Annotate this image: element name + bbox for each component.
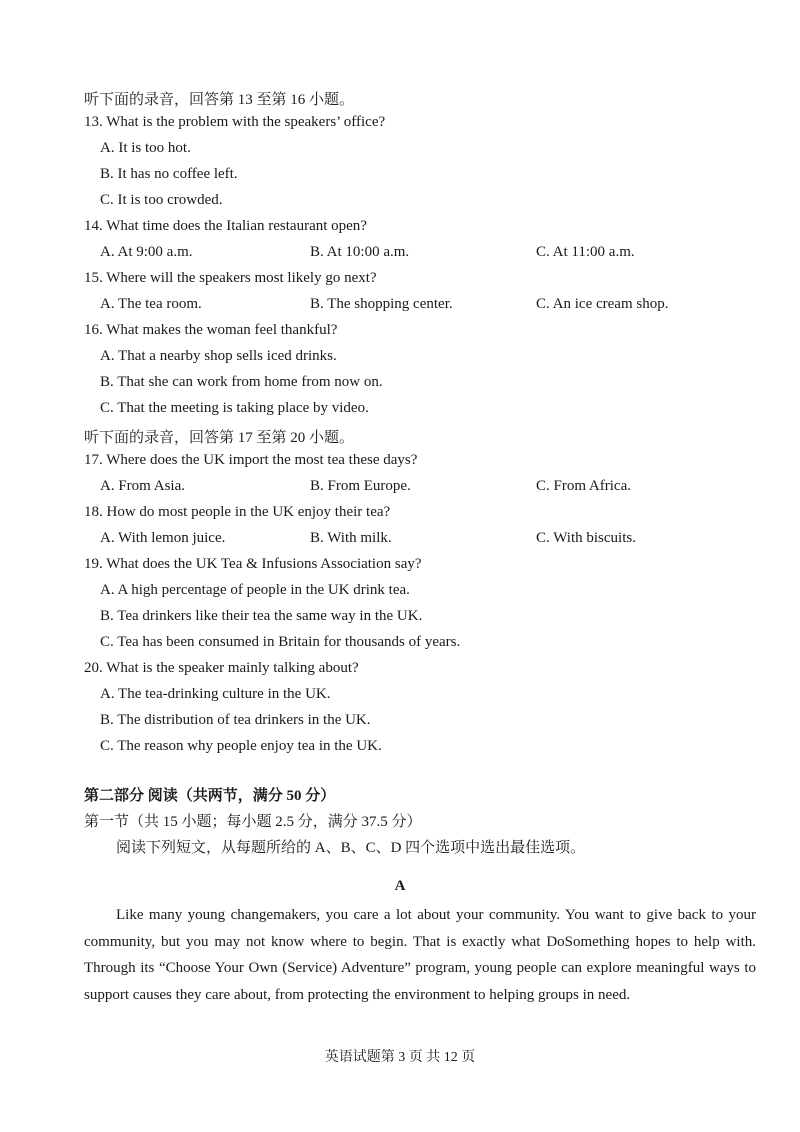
- question-17-option-c: C. From Africa.: [536, 478, 631, 494]
- question-19-stem: 19. What does the UK Tea & Infusions Association say?: [84, 556, 422, 572]
- question-16-option-c: C. That the meeting is taking place by video.: [100, 400, 369, 416]
- part-title: 第二部分 阅读（共两节，满分 50 分）: [84, 788, 336, 804]
- passage-letter: A: [394, 878, 406, 894]
- question-18-option-a: A. With lemon juice.: [100, 530, 226, 546]
- section-instruction-17-20: 听下面的录音，回答第 17 至第 20 小题。: [84, 430, 355, 446]
- question-15-option-c: C. An ice cream shop.: [536, 296, 669, 312]
- question-16-option-a: A. That a nearby shop sells iced drinks.: [100, 348, 337, 364]
- question-18-stem: 18. How do most people in the UK enjoy their tea?: [84, 504, 391, 520]
- question-20-option-a: A. The tea-drinking culture in the UK.: [100, 686, 331, 702]
- question-13-stem: 13. What is the problem with the speakers’ office?: [84, 114, 386, 130]
- question-13-option-a: A. It is too hot.: [100, 140, 191, 156]
- question-15-stem: 15. Where will the speakers most likely go next?: [84, 270, 377, 286]
- subsection-title: 第一节（共 15 小题；每小题 2.5 分，满分 37.5 分）: [84, 814, 422, 830]
- page-footer: 英语试题第 3 页 共 12 页: [324, 1050, 476, 1065]
- question-14-option-a: A. At 9:00 a.m.: [100, 244, 193, 260]
- question-20-option-c: C. The reason why people enjoy tea in the UK.: [100, 738, 382, 754]
- question-14-option-c: C. At 11:00 a.m.: [536, 244, 635, 260]
- question-16-stem: 16. What makes the woman feel thankful?: [84, 322, 338, 338]
- question-15-option-a: A. The tea room.: [100, 296, 202, 312]
- question-18-option-b: B. With milk.: [310, 530, 392, 546]
- question-16-option-b: B. That she can work from home from now on.: [100, 374, 383, 390]
- question-15-option-b: B. The shopping center.: [310, 296, 453, 312]
- question-20-option-b: B. The distribution of tea drinkers in the UK.: [100, 712, 371, 728]
- question-17-option-a: A. From Asia.: [100, 478, 186, 494]
- question-14-stem: 14. What time does the Italian restaurant open?: [84, 218, 367, 234]
- question-19-option-b: B. Tea drinkers like their tea the same way in the UK.: [100, 608, 423, 624]
- question-19-option-c: C. Tea has been consumed in Britain for thousands of years.: [100, 634, 461, 650]
- question-20-stem: 20. What is the speaker mainly talking about?: [84, 660, 359, 676]
- section-instruction-13-16: 听下面的录音，回答第 13 至第 16 小题。: [84, 92, 355, 108]
- question-19-option-a: A. A high percentage of people in the UK drink tea.: [100, 582, 410, 598]
- question-13-option-c: C. It is too crowded.: [100, 192, 223, 208]
- question-13-option-b: B. It has no coffee left.: [100, 166, 238, 182]
- question-18-option-c: C. With biscuits.: [536, 530, 636, 546]
- reading-instruction: 阅读下列短文，从每题所给的 A、B、C、D 四个选项中选出最佳选项。: [116, 840, 586, 856]
- question-14-option-b: B. At 10:00 a.m.: [310, 244, 410, 260]
- question-17-option-b: B. From Europe.: [310, 478, 411, 494]
- question-17-stem: 17. Where does the UK import the most tea these days?: [84, 452, 418, 468]
- passage-paragraph: Like many young changemakers, you care a lot about your community. You want to give back to your community, but you may not know where to begin. That is exactly what DoSomething hopes to help with. Through its “Choose Your Own (Service) Adventure” program, young people can explore meaningful ways to support causes they care about, from protecting the environment to helping groups in need.: [84, 907, 756, 1003]
